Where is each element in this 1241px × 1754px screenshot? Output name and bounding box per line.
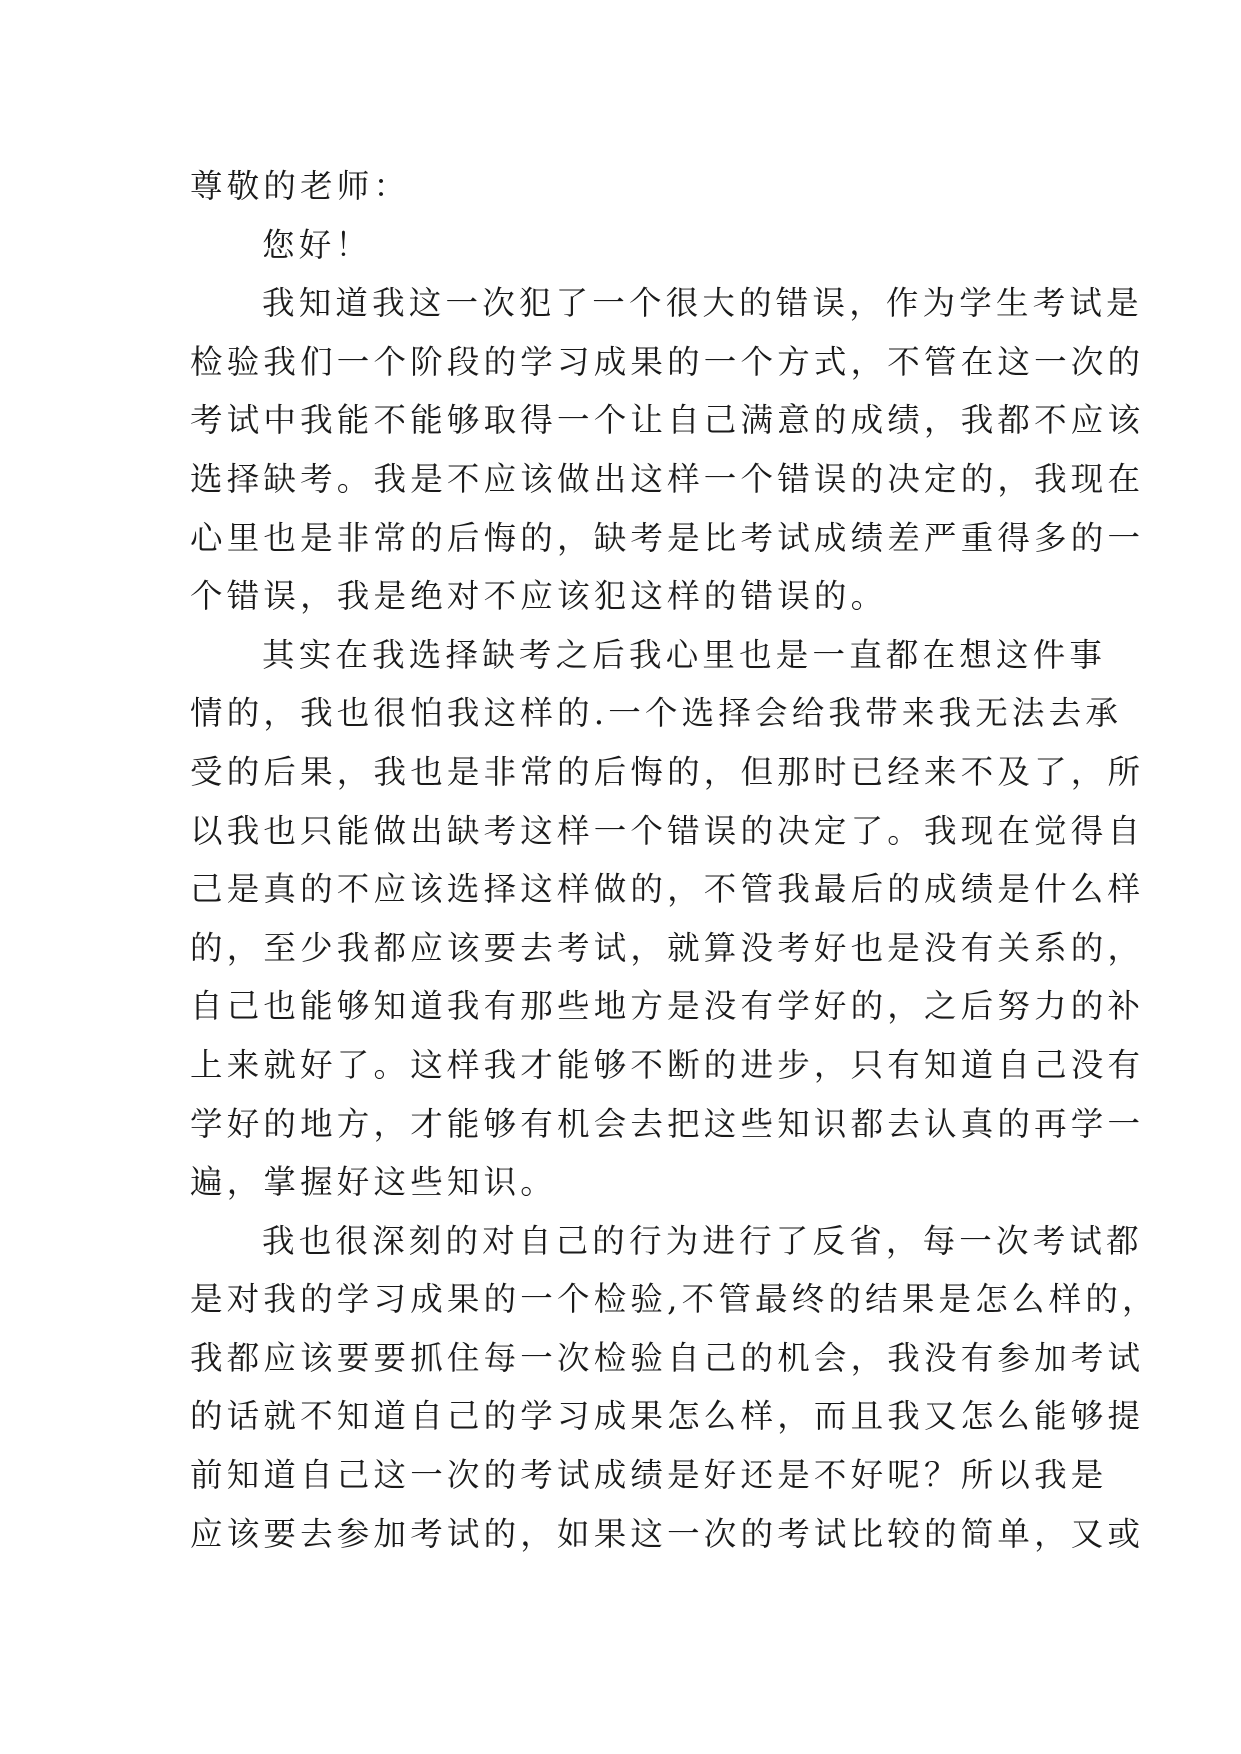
text-line: 的，至少我都应该要去考试，就算没考好也是没有关系的，: [190, 928, 1145, 967]
text-line: 我知道我这一次犯了一个很大的错误，作为学生考试是: [262, 284, 1143, 323]
greeting: 您好！: [262, 225, 373, 264]
text-line: 个错误，我是绝对不应该犯这样的错误的。: [190, 577, 888, 616]
text-line: 检验我们一个阶段的学习成果的一个方式，不管在这一次的: [190, 342, 1145, 381]
letter-body: [190, 157, 1159, 1563]
text-line: 我都应该要要抓住每一次检验自己的机会，我没有参加考试: [190, 1338, 1145, 1377]
text-line: 己是真的不应该选择这样做的，不管我最后的成绩是什么样: [190, 870, 1145, 909]
text-line: 受的后果，我也是非常的后悔的，但那时已经来不及了，所: [190, 752, 1145, 791]
text-line: 其实在我选择缺考之后我心里也是一直都在想这件事: [262, 635, 1107, 674]
text-line: 前知道自己这一次的考试成绩是好还是不好呢？所以我是: [190, 1456, 1108, 1495]
text-line: 考试中我能不能够取得一个让自己满意的成绩，我都不应该: [190, 401, 1145, 440]
text-line: 心里也是非常的后悔的，缺考是比考试成绩差严重得多的一: [190, 518, 1145, 557]
text-line: 自己也能够知道我有那些地方是没有学好的，之后努力的补: [190, 987, 1145, 1026]
text-line: 的话就不知道自己的学习成果怎么样，而且我又怎么能够提: [190, 1397, 1145, 1436]
text-line: 学好的地方，才能够有机会去把这些知识都去认真的再学一: [190, 1104, 1145, 1143]
text-line: 遍，掌握好这些知识。: [190, 1163, 558, 1202]
text-line: 选择缺考。我是不应该做出这样一个错误的决定的，我现在: [190, 459, 1145, 498]
text-line: 以我也只能做出缺考这样一个错误的决定了。我现在觉得自: [190, 811, 1145, 850]
text-line: 情的，我也很怕我这样的.一个选择会给我带来我无法去承: [190, 694, 1123, 733]
text-line: 应该要去参加考试的，如果这一次的考试比较的简单，又或: [190, 1514, 1145, 1553]
text-line: 我也很深刻的对自己的行为进行了反省，每一次考试都: [262, 1221, 1143, 1260]
text-line: 上来就好了。这样我才能够不断的进步，只有知道自己没有: [190, 1045, 1145, 1084]
salutation: 尊敬的老师：: [190, 167, 411, 205]
text-line: 是对我的学习成果的一个检验,不管最终的结果是怎么样的，: [190, 1280, 1159, 1319]
